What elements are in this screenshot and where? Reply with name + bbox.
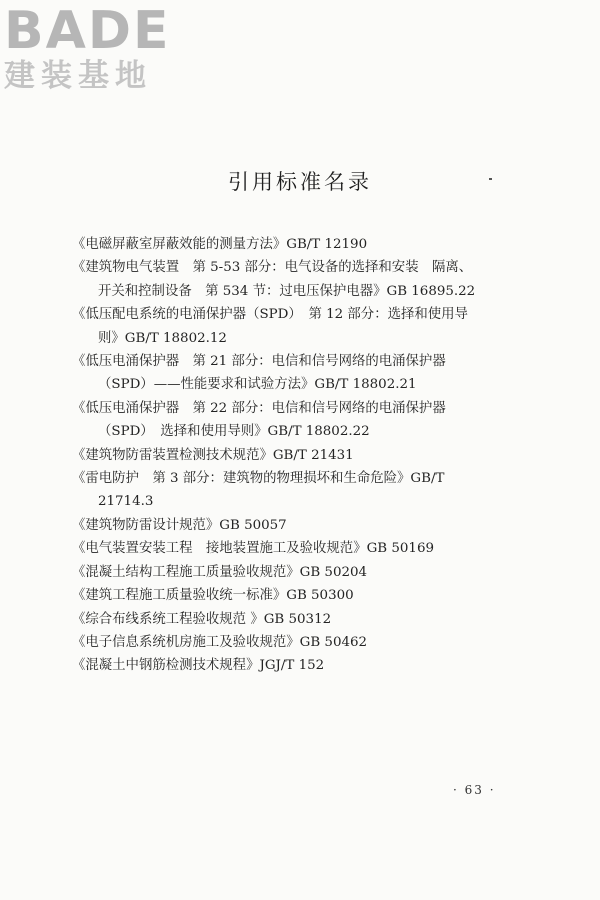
reference-continuation: 开关和控制设备 第 534 节：过电压保护电器》GB 16895.22 <box>98 283 476 299</box>
reference-line: 《低压配电系统的电涌保护器（SPD） 第 12 部分：选择和使用导 <box>72 307 468 323</box>
page-number: · 63 · <box>453 783 496 797</box>
reference-line: 《低压电涌保护器 第 22 部分：电信和信号网络的电涌保护器 <box>72 400 446 416</box>
reference-list <box>72 233 527 678</box>
reference-item <box>72 303 527 350</box>
reference-line: 《混凝土结构工程施工质量验收规范》GB 50204 <box>72 564 368 580</box>
reference-item <box>72 397 527 444</box>
reference-item <box>72 256 527 303</box>
reference-continuation: 则》GB/T 18802.12 <box>98 330 227 346</box>
reference-item <box>72 608 527 631</box>
reference-continuation: （SPD） 选择和使用导则》GB/T 18802.22 <box>98 424 370 440</box>
reference-item <box>72 584 527 607</box>
reference-item <box>72 233 527 256</box>
reference-line: 《建筑工程施工质量验收统一标准》GB 50300 <box>72 588 354 604</box>
reference-item <box>72 444 527 467</box>
reference-line: 《电子信息系统机房施工及验收规范》GB 50462 <box>72 634 368 650</box>
watermark-logo: BADE <box>4 1 171 61</box>
watermark <box>4 1 179 94</box>
reference-item <box>72 654 527 677</box>
reference-item <box>72 561 527 584</box>
reference-item <box>72 350 527 397</box>
reference-line: 《雷电防护 第 3 部分：建筑物的物理损坏和生命危险》GB/T <box>72 471 445 487</box>
reference-line: 《低压电涌保护器 第 21 部分：电信和信号网络的电涌保护器 <box>72 354 446 370</box>
reference-line: 《电气装置安装工程 接地装置施工及验收规范》GB 50169 <box>72 541 434 557</box>
page-title: 引用标准名录 <box>228 170 372 194</box>
reference-continuation: 21714.3 <box>98 494 154 510</box>
reference-line: 《电磁屏蔽室屏蔽效能的测量方法》GB/T 12190 <box>72 237 368 252</box>
scan-speck <box>489 178 492 180</box>
reference-line: 《建筑物电气装置 第 5-53 部分：电气设备的选择和安装 隔离、 <box>72 260 473 276</box>
reference-item <box>72 537 527 560</box>
reference-item <box>72 631 527 654</box>
watermark-subtitle: 建装基地 <box>4 58 152 94</box>
reference-continuation: （SPD）——性能要求和试验方法》GB/T 18802.21 <box>98 377 417 393</box>
reference-line: 《建筑物防雷设计规范》GB 50057 <box>72 517 287 533</box>
reference-item <box>72 467 527 514</box>
reference-item <box>72 514 527 537</box>
reference-line: 《建筑物防雷装置检测技术规范》GB/T 21431 <box>72 447 354 463</box>
reference-line: 《混凝土中钢筋检测技术规程》JGJ/T 152 <box>72 658 325 674</box>
reference-line: 《综合布线系统工程验收规范 》GB 50312 <box>72 611 332 627</box>
